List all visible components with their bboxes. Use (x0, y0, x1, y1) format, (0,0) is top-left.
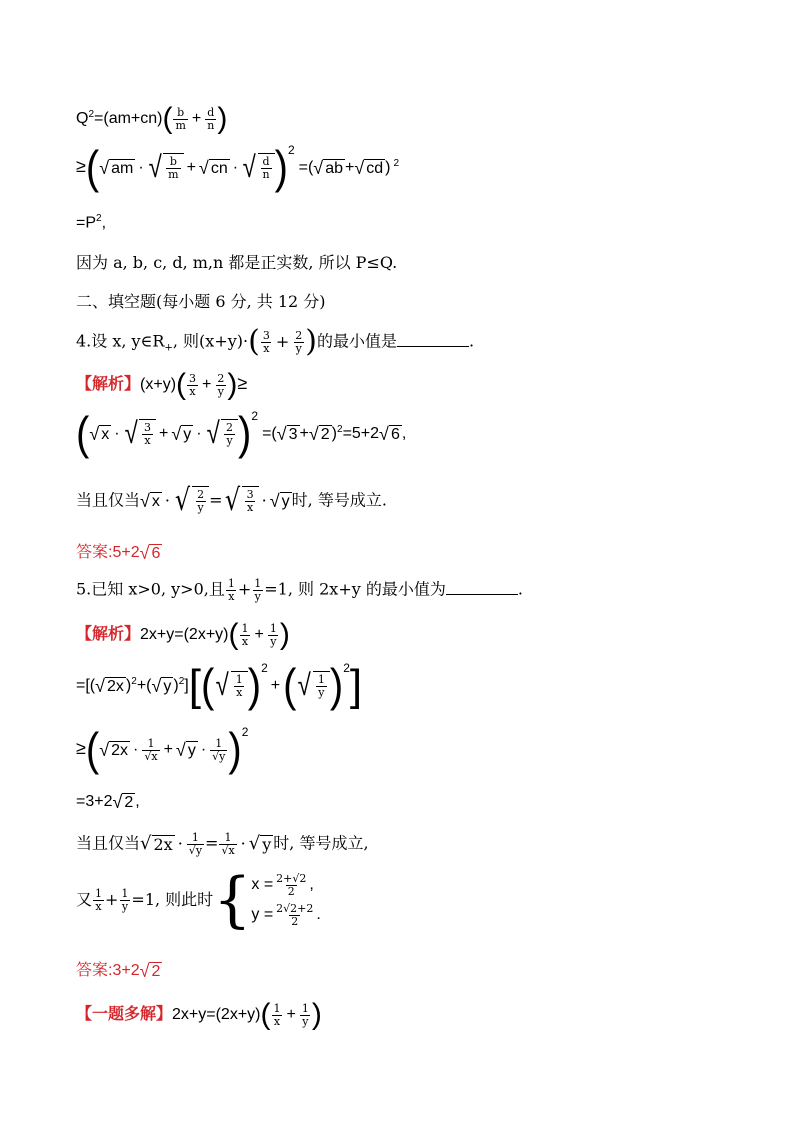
paren: ( (76, 408, 90, 460)
fraction: $\frac{1}{y}$ (301, 1001, 309, 1028)
text: ) (173, 677, 179, 695)
sqrt: √ 2x (99, 740, 129, 760)
sqrt: √ $\frac{2}{y}$ (173, 486, 209, 516)
text: 又 (76, 890, 93, 909)
exponent: 2 (261, 661, 268, 676)
answer-label: 答案: (76, 544, 113, 562)
text: 时, 等号成立. (291, 490, 387, 510)
text: 当且仅当 (76, 833, 141, 853)
q5-analysis-1: 【解析】2x+y=(2x+y)( $\frac{1}{x}$ + $\frac{1}{y}$ ) (76, 618, 290, 651)
text: 4.设 x, y∈R (76, 331, 165, 351)
text: . (517, 579, 523, 599)
line-conclusion (76, 255, 397, 271)
text: =[( (76, 677, 96, 695)
fraction: $\frac{1}{x}$ (95, 886, 103, 913)
sup: 2 (131, 675, 137, 687)
q4-analysis-2: ( √ x · √ $\frac{3}{x}$ + √ y · √ $\frac{2}{y}$ )$^2$=( √ 3 + √ 2 )$^2$=5+2 √ 6 , (76, 408, 407, 460)
paren: ) (279, 618, 290, 651)
sqrt: √ $\frac{1}{x}$ (214, 671, 247, 701)
fraction: $\frac{1}{√y}$ (188, 831, 203, 857)
paren: ( (85, 142, 100, 194)
sqrt: √ ab (313, 158, 343, 178)
sqrt: √ $\frac{d}{n}$ (241, 153, 275, 183)
paren: ) (274, 142, 288, 194)
text: =5+2 (342, 425, 380, 443)
sqrt: √ 2 (139, 961, 161, 981)
sup: 2 (337, 423, 343, 435)
q4-answer (76, 544, 162, 562)
fraction: $\frac{2}{y}$ (295, 328, 303, 355)
text: 5.已知 x>0, y>0,且 (76, 579, 225, 599)
text: =1, 则 2x+y 的最小值为 (264, 579, 446, 599)
exponent: 2 (343, 661, 350, 676)
text: . (468, 331, 475, 351)
text: =( (262, 425, 277, 443)
sqrt: √ x (89, 424, 110, 444)
sqrt: √ am (99, 158, 134, 178)
sqrt: √ 6 (139, 543, 161, 563)
text: , (101, 214, 107, 232)
text: ) (331, 425, 337, 443)
sqrt: √ $\frac{3}{x}$ (123, 419, 156, 449)
fraction: $\frac{1}{x}$ (227, 577, 235, 603)
fraction: $\frac{1}{√x}$ (221, 831, 235, 857)
fraction: $\frac{b}{m}$ (175, 105, 186, 132)
text: ≤Q. (366, 253, 398, 272)
sqrt: √ y (171, 424, 192, 444)
q5-analysis-5: 当且仅当 √ 2x · $\frac{1}{√y}$ = $\frac{1}{√x}$ · √ y 时, 等号成立, (76, 831, 369, 857)
equation-system: x = $\frac{2+√2}{2}$ , y = $\frac{2√2+2}{2}$ . (251, 871, 321, 928)
text: +( (136, 677, 152, 695)
bracket: [ (188, 661, 201, 710)
sqrt: √ cn (198, 158, 228, 178)
line-inequality: ≥( √ am · √ $\frac{b}{m}$ + √ cn · √ $\frac{d}{n}$ )$^2$=( √ ab + √ cd ) $^2$ (76, 142, 400, 194)
text: =( (298, 159, 314, 177)
paren: ( (85, 724, 100, 776)
text: 的最小值是 (316, 331, 397, 351)
fraction: $\frac{1}{√y}$ (212, 736, 226, 763)
text: 当且仅当 (76, 490, 141, 510)
fraction: $\frac{3}{x}$ (189, 371, 197, 398)
fraction: $\frac{1}{y}$ (254, 577, 262, 603)
text: , (401, 425, 407, 443)
paren: ( (260, 998, 271, 1031)
q5-analysis-2: =[( √ 2x )$^2$+( √ y )$^2$][( √ $\frac{1}{x}$ )$^2$+( √ $\frac{1}{y}$ )$^2$] (76, 660, 363, 712)
fraction: $\frac{d}{n}$ (207, 105, 215, 132)
sqrt: √ 2x (95, 676, 124, 696)
text: (x+y) (140, 376, 177, 394)
text: 2x+y=(2x+y) (172, 1006, 261, 1024)
text: ] (184, 677, 189, 695)
exponent: 2 (251, 409, 259, 424)
sqrt: √ 2 (308, 424, 330, 444)
q5-analysis-6: 又 $\frac{1}{x}$ + $\frac{1}{y}$ =1, 则此时{ x = $\frac{2+√2}{2}$ , y = $\frac{2√2+2}{2}$ . (76, 865, 321, 935)
q4-analysis-3: 当且仅当 √ x · √ $\frac{2}{y}$ = √ $\frac{3}{x}$ · √ y 时, 等号成立. (76, 483, 387, 518)
q5-answer (76, 962, 162, 980)
sqrt: √ 2 (112, 792, 134, 812)
answer-value: 3+2 (112, 962, 140, 980)
sqrt: √ $\frac{3}{x}$ (223, 486, 259, 516)
fraction: $\frac{1}{y}$ (269, 621, 277, 648)
paren: ) (305, 324, 317, 359)
multi-solution-tag: 【一题多解】 (76, 1006, 173, 1024)
text: =(am+cn) (94, 110, 163, 128)
paren: ) (247, 660, 262, 712)
text: ≥ (237, 373, 248, 394)
sqrt: √ $\frac{1}{y}$ (296, 671, 329, 701)
paren: ( (228, 618, 239, 651)
sup: 2 (88, 108, 95, 120)
paren: ( (200, 660, 215, 712)
question-5-stem: 5.已知 x>0, y>0,且 $\frac{1}{x}$ + $\frac{1}{y}$ =1, 则 2x+y 的最小值为 . (76, 577, 523, 603)
paren: ( (248, 324, 260, 359)
paren: ) (217, 102, 228, 135)
sqrt: √ 2x (140, 833, 173, 855)
q5-analysis-4 (76, 793, 140, 811)
sqrt: √ y (269, 491, 290, 511)
text: , (135, 793, 140, 811)
line-q-squared: $Q^2=(am+cn)$( $\frac{b}{m}$ + $\frac{d}{n}$ ) (76, 102, 228, 135)
sup: 2 (96, 213, 102, 224)
answer-value: 5+2 (112, 544, 140, 562)
text: =1, 则此时 (131, 890, 214, 909)
line-p-squared (76, 214, 106, 231)
exponent: 2 (287, 143, 295, 158)
fraction: $\frac{1}{x}$ (273, 1001, 281, 1028)
paren: ) (238, 408, 252, 460)
sup: 2 (178, 675, 185, 687)
text: = (209, 490, 223, 510)
answer-blank[interactable] (446, 580, 518, 595)
text: · (164, 490, 170, 510)
text: Q (76, 110, 89, 128)
paren: ) (329, 660, 344, 712)
sqrt: √ x (140, 491, 160, 511)
q5-analysis-3: ≥( √ 2x · $\frac{1}{√x}$ + √ y · $\frac{1}{√y}$ )$^2$ (76, 724, 249, 776)
answer-label: 答案: (76, 962, 113, 980)
paren: ) (227, 368, 238, 401)
text: = (205, 833, 219, 853)
paren: ( (162, 102, 173, 135)
text: , 则(x+y)· (172, 331, 249, 351)
text: ) (125, 677, 132, 695)
sqrt: √ $\frac{2}{y}$ (205, 419, 238, 449)
sqrt: √ y (248, 833, 272, 855)
text: 时, 等号成立, (273, 833, 369, 853)
text: + (344, 159, 355, 177)
text: 因为 a, b, c, d, m,n 都是正实数, 所以 P (76, 253, 367, 272)
fraction: $\frac{2}{y}$ (217, 371, 225, 398)
text: =3+2 (76, 793, 113, 811)
brace: { (213, 865, 252, 935)
sqrt: √ $\frac{b}{m}$ (147, 153, 184, 183)
sqrt: √ cd (354, 158, 384, 178)
section-title: 二、填空题(每小题 6 分, 共 12 分) (76, 292, 326, 311)
paren: ( (283, 660, 297, 712)
exponent: 2 (241, 725, 249, 740)
paren: ) (311, 998, 322, 1031)
paren: ) (228, 724, 242, 776)
bracket: ] (349, 661, 363, 710)
fraction: $\frac{1}{x}$ (241, 621, 249, 648)
sub: + (164, 342, 173, 354)
fraction: $\frac{1}{y}$ (121, 886, 129, 913)
sqrt: √ y (175, 740, 196, 760)
q5-multi-solution: 【一题多解】2x+y=(2x+y)( $\frac{1}{x}$ + $\frac{1}{y}$ ) (76, 998, 322, 1031)
paren: ( (176, 368, 187, 401)
answer-blank[interactable] (397, 332, 469, 347)
geq-sign: ≥ (76, 738, 86, 759)
fraction: $\frac{3}{x}$ (262, 328, 270, 355)
sup: 2 (393, 157, 400, 169)
sqrt: √ y (151, 676, 172, 696)
text: 2x+y=(2x+y) (140, 626, 229, 644)
sqrt: √ 3 (276, 424, 298, 444)
text: ) (385, 159, 391, 177)
analysis-tag: 【解析】 (76, 376, 141, 394)
question-4-stem: 4.设 x, $y\in R_+$, 则(x+y)·( $\frac{3}{x}$ + $\frac{2}{y}$ )的最小值是 . (76, 324, 475, 359)
geq-sign: ≥ (76, 156, 86, 177)
fraction: $\frac{1}{√x}$ (144, 736, 158, 763)
sqrt: √ 6 (379, 424, 400, 444)
text: =P (76, 214, 97, 232)
q4-analysis-1: 【解析】(x+y)( $\frac{3}{x}$ + $\frac{2}{y}$ )≥ (76, 368, 248, 401)
analysis-tag: 【解析】 (76, 626, 141, 644)
